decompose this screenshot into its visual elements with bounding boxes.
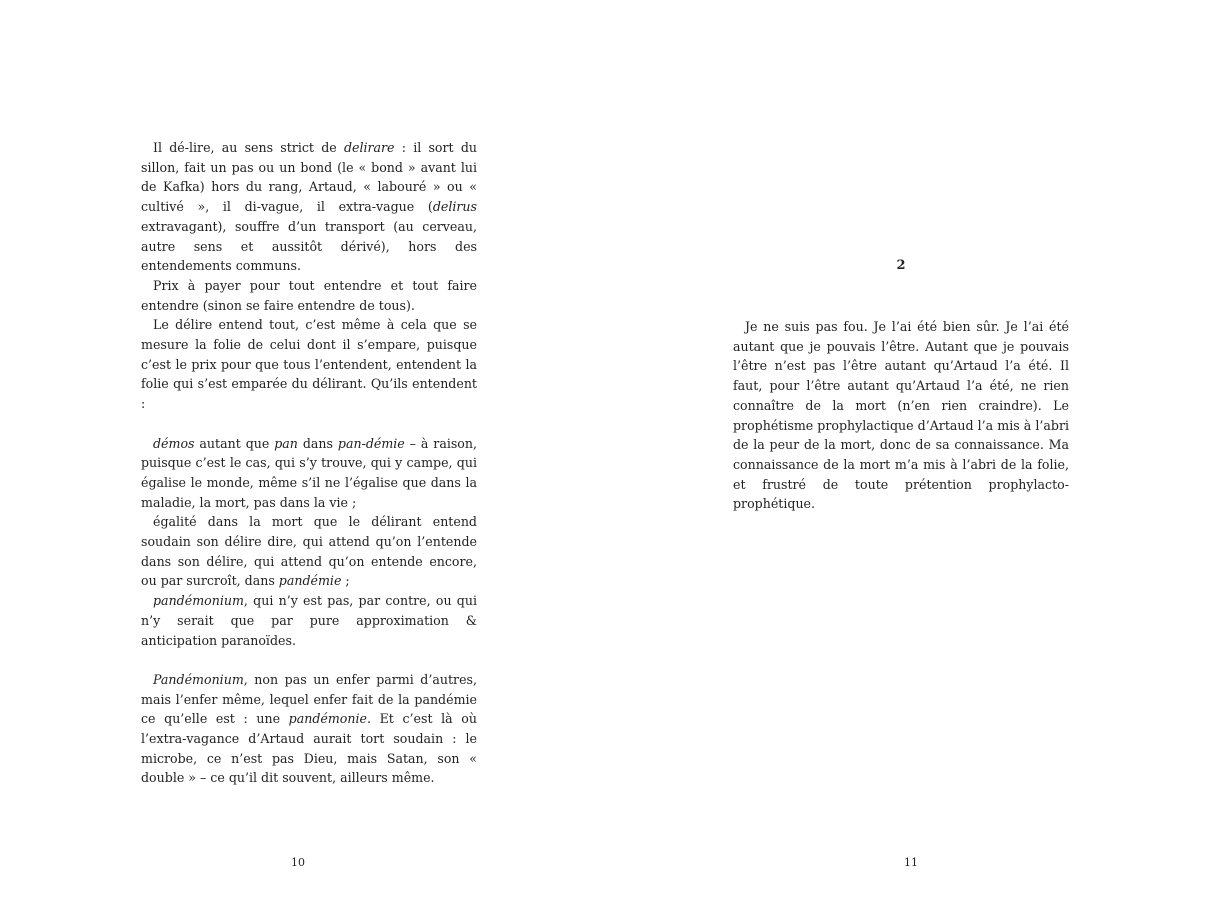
italic-run: pandémonie xyxy=(288,711,367,727)
paragraph: démos autant que pan dans pan-démie – à raison, puisque c’est le cas, qui s’y trouve, qui y campe, qui égalise le monde, même s’il ne l’égalise que dans la maladie, la mort, pas dans la vie ; xyxy=(141,435,478,510)
left-page-text xyxy=(141,138,477,788)
paragraph: égalité dans la mort que le délirant entend soudain son délire dire, qui attend qu’on l’entende dans son délire, qui attend qu’on entende encore, ou par surcroît, dans pandémie ; xyxy=(141,514,477,589)
paragraph: Prix à payer pour tout entendre et tout faire entendre (sinon se faire entendre de tous). xyxy=(141,277,477,313)
paragraph: Le délire entend tout, c’est même à cela que se mesure la folie de celui dont il s’empare, puisque c’est le prix pour que tous l’entendent, entendent la folie qui s’est emparée du délirant. Qu’ils entendent : xyxy=(141,317,477,412)
italic-run: delirus xyxy=(432,199,477,215)
italic-run: démos xyxy=(153,435,195,451)
paragraph: Il dé-lire, au sens strict de delirare : il sort du sillon, fait un pas ou un bond (le « bond » avant lui de Kafka) hors du rang, Artaud, « labouré » ou « cultivé », il di-vague, il extra-vague (delirus extravagant), souffre d’un transport (au cerveau, autre sens et aussitôt dérivé), hors des entendements communs. xyxy=(141,140,477,274)
italic-run: pandémie xyxy=(278,573,342,589)
paragraph: Je ne suis pas fou. Je l’ai été bien sûr. Je l’ai été autant que je pouvais l’être. Autant que je pouvais l’être n’est pas l’être autant qu’Artaud l’a été. Il faut, pour l’être autant qu’Artaud l’a été, ne rien connaître de la mort (n’en rien craindre). Le prophétisme prophylactique d’Artaud l’a mis à l’abri de la peur de la mort, donc de sa connaissance. Ma connaissance de la mort m’a mis à l’abri de la folie, et frustré de toute prétention prophylacto-prophétique. xyxy=(733,319,1069,512)
page-number: 11 xyxy=(904,856,918,869)
italic-run: pandémonium xyxy=(153,593,244,609)
right-page-text xyxy=(733,317,1069,514)
chapter-number: 2 xyxy=(896,258,906,273)
paragraph: Pandémonium, non pas un enfer parmi d’autres, mais l’enfer même, lequel enfer fait de la pandémie ce qu’elle est : une pandémonie. Et c’est là où l’extra-vagance d’Artaud aurait tort soudain : le microbe, ce n’est pas Dieu, mais Satan, son « double » – ce qu’il dit souvent, ailleurs même. xyxy=(141,671,477,786)
italic-run: Pandémonium xyxy=(153,671,244,687)
italic-run: delirare xyxy=(343,140,395,155)
page-number: 10 xyxy=(291,856,305,869)
right-page xyxy=(604,0,1208,912)
italic-run: pan xyxy=(274,435,298,451)
italic-run: pan-démie xyxy=(337,435,405,451)
paragraph: pandémonium, qui n’y est pas, par contre, ou qui n’y serait que par pure approximation & anticipation paranoïdes. xyxy=(141,593,477,648)
